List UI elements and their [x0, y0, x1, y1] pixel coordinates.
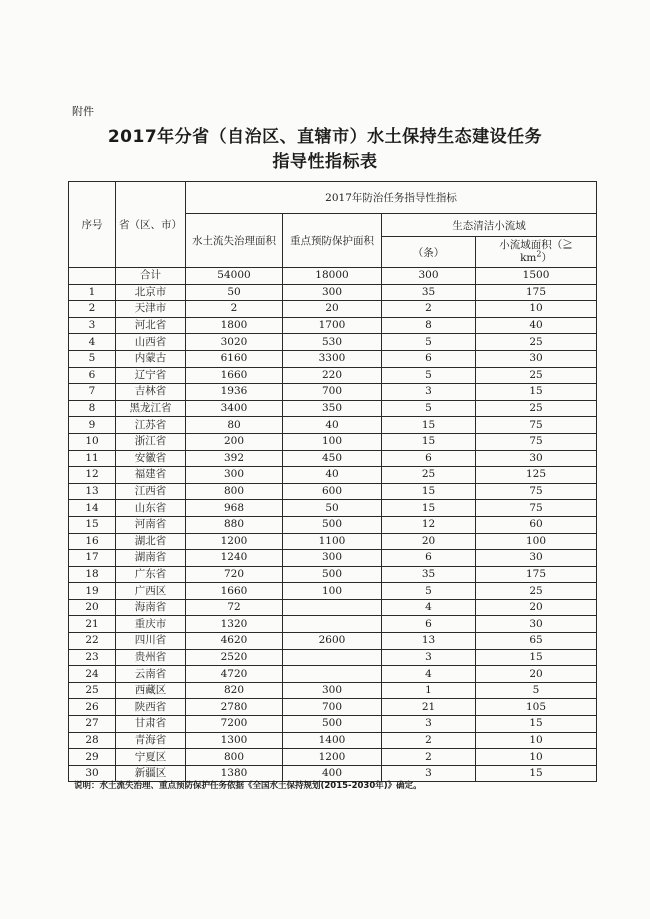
cell-area: 175	[476, 566, 597, 583]
table-row	[69, 301, 597, 318]
cell-seq: 2	[69, 301, 116, 318]
cell-erosion: 4620	[186, 633, 283, 650]
document-subtitle: 指导性指标表	[272, 152, 378, 172]
cell-erosion: 50	[186, 284, 283, 301]
cell-erosion: 3020	[186, 334, 283, 351]
table-row	[69, 350, 597, 367]
cell-seq: 30	[69, 765, 116, 782]
cell-protection: 1400	[283, 732, 382, 749]
cell-seq: 11	[69, 450, 116, 467]
cell-province: 陕西省	[116, 699, 186, 716]
cell-seq: 7	[69, 384, 116, 401]
cell-area: 25	[476, 367, 597, 384]
cell-province: 北京市	[116, 284, 186, 301]
cell-count: 6	[382, 616, 476, 633]
cell-area: 10	[476, 732, 597, 749]
cell-erosion: 800	[186, 483, 283, 500]
cell-protection: 1700	[283, 317, 382, 334]
cell-protection: 300	[283, 550, 382, 567]
cell-count: 3	[382, 384, 476, 401]
total-label: 合计	[116, 268, 186, 285]
cell-erosion: 392	[186, 450, 283, 467]
cell-area: 75	[476, 483, 597, 500]
cell-seq: 19	[69, 583, 116, 600]
table-row	[69, 467, 597, 484]
cell-erosion: 820	[186, 682, 283, 699]
cell-protection	[283, 616, 382, 633]
cell-province: 重庆市	[116, 616, 186, 633]
cell-province: 贵州省	[116, 649, 186, 666]
table-row	[69, 400, 597, 417]
cell-seq: 3	[69, 317, 116, 334]
cell-area: 30	[476, 616, 597, 633]
table-row	[69, 666, 597, 683]
table-row	[69, 583, 597, 600]
cell-count: 6	[382, 450, 476, 467]
cell-erosion: 7200	[186, 716, 283, 733]
cell-count: 35	[382, 566, 476, 583]
cell-count: 3	[382, 765, 476, 782]
cell-area: 75	[476, 500, 597, 517]
table-row	[69, 483, 597, 500]
cell-province: 辽宁省	[116, 367, 186, 384]
cell-province: 新疆区	[116, 765, 186, 782]
cell-area: 75	[476, 417, 597, 434]
header-seq: 序号	[69, 182, 116, 268]
cell-erosion: 4720	[186, 666, 283, 683]
cell-protection	[283, 666, 382, 683]
total-protection: 18000	[283, 268, 382, 285]
cell-area: 20	[476, 599, 597, 616]
header-task-group: 2017年防治任务指导性指标	[186, 182, 597, 214]
table-row	[69, 450, 597, 467]
cell-erosion: 1300	[186, 732, 283, 749]
cell-province: 湖北省	[116, 533, 186, 550]
cell-seq: 15	[69, 516, 116, 533]
cell-seq: 9	[69, 417, 116, 434]
cell-area: 125	[476, 467, 597, 484]
cell-protection: 2600	[283, 633, 382, 650]
table-row	[69, 566, 597, 583]
cell-erosion: 200	[186, 433, 283, 450]
cell-seq: 22	[69, 633, 116, 650]
cell-erosion: 1936	[186, 384, 283, 401]
cell-province: 黑龙江省	[116, 400, 186, 417]
cell-protection: 500	[283, 566, 382, 583]
table-row	[69, 699, 597, 716]
cell-province: 广东省	[116, 566, 186, 583]
cell-count: 15	[382, 433, 476, 450]
cell-area: 25	[476, 400, 597, 417]
cell-province: 山东省	[116, 500, 186, 517]
cell-seq: 28	[69, 732, 116, 749]
table-row	[69, 749, 597, 766]
cell-erosion: 1800	[186, 317, 283, 334]
cell-count: 1	[382, 682, 476, 699]
header-area-prefix: 小流域面积（≧	[499, 239, 573, 251]
header-area-suffix: ）	[541, 252, 552, 264]
table-row	[69, 599, 597, 616]
cell-seq: 18	[69, 566, 116, 583]
cell-erosion: 1240	[186, 550, 283, 567]
cell-area: 105	[476, 699, 597, 716]
cell-seq: 10	[69, 433, 116, 450]
cell-seq: 1	[69, 284, 116, 301]
cell-province: 河北省	[116, 317, 186, 334]
cell-count: 6	[382, 350, 476, 367]
cell-province: 浙江省	[116, 433, 186, 450]
cell-province: 海南省	[116, 599, 186, 616]
cell-seq: 13	[69, 483, 116, 500]
cell-erosion: 1320	[186, 616, 283, 633]
cell-protection: 1100	[283, 533, 382, 550]
cell-area: 175	[476, 284, 597, 301]
cell-seq: 8	[69, 400, 116, 417]
cell-area: 100	[476, 533, 597, 550]
cell-erosion: 72	[186, 599, 283, 616]
table-row	[69, 284, 597, 301]
cell-erosion: 1380	[186, 765, 283, 782]
cell-area: 15	[476, 716, 597, 733]
cell-province: 吉林省	[116, 384, 186, 401]
cell-province: 山西省	[116, 334, 186, 351]
cell-count: 35	[382, 284, 476, 301]
cell-protection: 300	[283, 682, 382, 699]
cell-area: 30	[476, 550, 597, 567]
cell-province: 江西省	[116, 483, 186, 500]
cell-seq: 29	[69, 749, 116, 766]
table-row	[69, 616, 597, 633]
table-row	[69, 682, 597, 699]
cell-erosion: 300	[186, 467, 283, 484]
cell-area: 40	[476, 317, 597, 334]
table-row	[69, 716, 597, 733]
cell-province: 内蒙古	[116, 350, 186, 367]
cell-seq: 17	[69, 550, 116, 567]
cell-seq: 14	[69, 500, 116, 517]
cell-seq: 24	[69, 666, 116, 683]
total-count: 300	[382, 268, 476, 285]
total-erosion: 54000	[186, 268, 283, 285]
cell-area: 20	[476, 666, 597, 683]
cell-count: 5	[382, 400, 476, 417]
cell-protection: 100	[283, 433, 382, 450]
cell-seq: 20	[69, 599, 116, 616]
cell-province: 湖南省	[116, 550, 186, 567]
cell-seq: 27	[69, 716, 116, 733]
cell-count: 13	[382, 633, 476, 650]
cell-province: 安徽省	[116, 450, 186, 467]
cell-seq: 23	[69, 649, 116, 666]
table-row	[69, 550, 597, 567]
cell-area: 15	[476, 384, 597, 401]
cell-province: 福建省	[116, 467, 186, 484]
cell-protection: 50	[283, 500, 382, 517]
cell-protection: 450	[283, 450, 382, 467]
cell-area: 60	[476, 516, 597, 533]
cell-protection: 600	[283, 483, 382, 500]
cell-erosion: 80	[186, 417, 283, 434]
cell-count: 20	[382, 533, 476, 550]
table-row	[69, 732, 597, 749]
cell-seq: 12	[69, 467, 116, 484]
cell-protection: 20	[283, 301, 382, 318]
cell-area: 10	[476, 301, 597, 318]
cell-count: 5	[382, 367, 476, 384]
cell-area: 10	[476, 749, 597, 766]
cell-count: 5	[382, 334, 476, 351]
cell-count: 3	[382, 716, 476, 733]
table-row	[69, 533, 597, 550]
cell-protection: 500	[283, 516, 382, 533]
cell-count: 5	[382, 583, 476, 600]
table-row	[69, 633, 597, 650]
cell-protection: 40	[283, 467, 382, 484]
cell-protection	[283, 649, 382, 666]
cell-protection: 700	[283, 699, 382, 716]
cell-province: 广西区	[116, 583, 186, 600]
table-row	[69, 433, 597, 450]
header-province: 省（区、市）	[116, 182, 186, 268]
cell-erosion: 2	[186, 301, 283, 318]
cell-area: 25	[476, 334, 597, 351]
cell-erosion: 720	[186, 566, 283, 583]
attachment-label: 附件	[72, 105, 94, 118]
cell-protection: 100	[283, 583, 382, 600]
cell-count: 2	[382, 301, 476, 318]
cell-seq: 6	[69, 367, 116, 384]
cell-erosion: 1660	[186, 367, 283, 384]
cell-province: 甘肃省	[116, 716, 186, 733]
total-seq	[69, 268, 116, 285]
cell-protection: 3300	[283, 350, 382, 367]
header-erosion-area: 水土流失治理面积	[186, 214, 283, 268]
cell-protection: 220	[283, 367, 382, 384]
cell-seq: 5	[69, 350, 116, 367]
cell-count: 25	[382, 467, 476, 484]
cell-area: 30	[476, 350, 597, 367]
cell-area: 25	[476, 583, 597, 600]
cell-seq: 25	[69, 682, 116, 699]
table-row	[69, 649, 597, 666]
document-title: 2017年分省（自治区、直辖市）水土保持生态建设任务	[107, 127, 543, 147]
cell-area: 30	[476, 450, 597, 467]
table-row	[69, 500, 597, 517]
cell-seq: 26	[69, 699, 116, 716]
cell-protection: 400	[283, 765, 382, 782]
cell-area: 5	[476, 682, 597, 699]
cell-province: 宁夏区	[116, 749, 186, 766]
cell-protection: 700	[283, 384, 382, 401]
cell-count: 3	[382, 649, 476, 666]
cell-protection: 530	[283, 334, 382, 351]
cell-province: 天津市	[116, 301, 186, 318]
table-row	[69, 516, 597, 533]
cell-protection: 500	[283, 716, 382, 733]
table-row	[69, 384, 597, 401]
cell-seq: 4	[69, 334, 116, 351]
cell-erosion: 2520	[186, 649, 283, 666]
cell-erosion: 880	[186, 516, 283, 533]
indicator-table	[68, 181, 597, 782]
table-row	[69, 334, 597, 351]
cell-protection: 350	[283, 400, 382, 417]
header-eco-watershed: 生态清洁小流域	[382, 214, 597, 237]
cell-erosion: 800	[186, 749, 283, 766]
cell-count: 2	[382, 749, 476, 766]
cell-erosion: 2780	[186, 699, 283, 716]
table-row	[69, 417, 597, 434]
cell-province: 江苏省	[116, 417, 186, 434]
cell-erosion: 3400	[186, 400, 283, 417]
cell-count: 15	[382, 483, 476, 500]
cell-count: 6	[382, 550, 476, 567]
total-row	[69, 268, 597, 285]
cell-province: 西藏区	[116, 682, 186, 699]
cell-count: 8	[382, 317, 476, 334]
cell-erosion: 1200	[186, 533, 283, 550]
cell-province: 河南省	[116, 516, 186, 533]
cell-area: 65	[476, 633, 597, 650]
table-row	[69, 367, 597, 384]
cell-count: 12	[382, 516, 476, 533]
cell-count: 4	[382, 599, 476, 616]
cell-count: 2	[382, 732, 476, 749]
footnote: 说明：水土流失治理、重点预防保护任务依据《全国水土保持规划(2015-2030年)》确定。	[74, 781, 422, 791]
cell-protection: 1200	[283, 749, 382, 766]
header-watershed-area	[476, 237, 597, 268]
cell-count: 15	[382, 417, 476, 434]
cell-area: 75	[476, 433, 597, 450]
cell-seq: 16	[69, 533, 116, 550]
cell-count: 4	[382, 666, 476, 683]
cell-protection: 40	[283, 417, 382, 434]
cell-erosion: 6160	[186, 350, 283, 367]
cell-area: 15	[476, 649, 597, 666]
header-count: （条）	[382, 237, 476, 268]
cell-province: 云南省	[116, 666, 186, 683]
cell-count: 15	[382, 500, 476, 517]
cell-protection	[283, 599, 382, 616]
cell-count: 21	[382, 699, 476, 716]
cell-seq: 21	[69, 616, 116, 633]
header-protection-area: 重点预防保护面积	[283, 214, 382, 268]
cell-area: 15	[476, 765, 597, 782]
total-area: 1500	[476, 268, 597, 285]
cell-erosion: 968	[186, 500, 283, 517]
cell-province: 青海省	[116, 732, 186, 749]
table-row	[69, 317, 597, 334]
header-area-unit: km	[520, 252, 537, 264]
cell-erosion: 1660	[186, 583, 283, 600]
cell-province: 四川省	[116, 633, 186, 650]
header-area-unit-exp: 2	[536, 249, 542, 259]
cell-protection: 300	[283, 284, 382, 301]
